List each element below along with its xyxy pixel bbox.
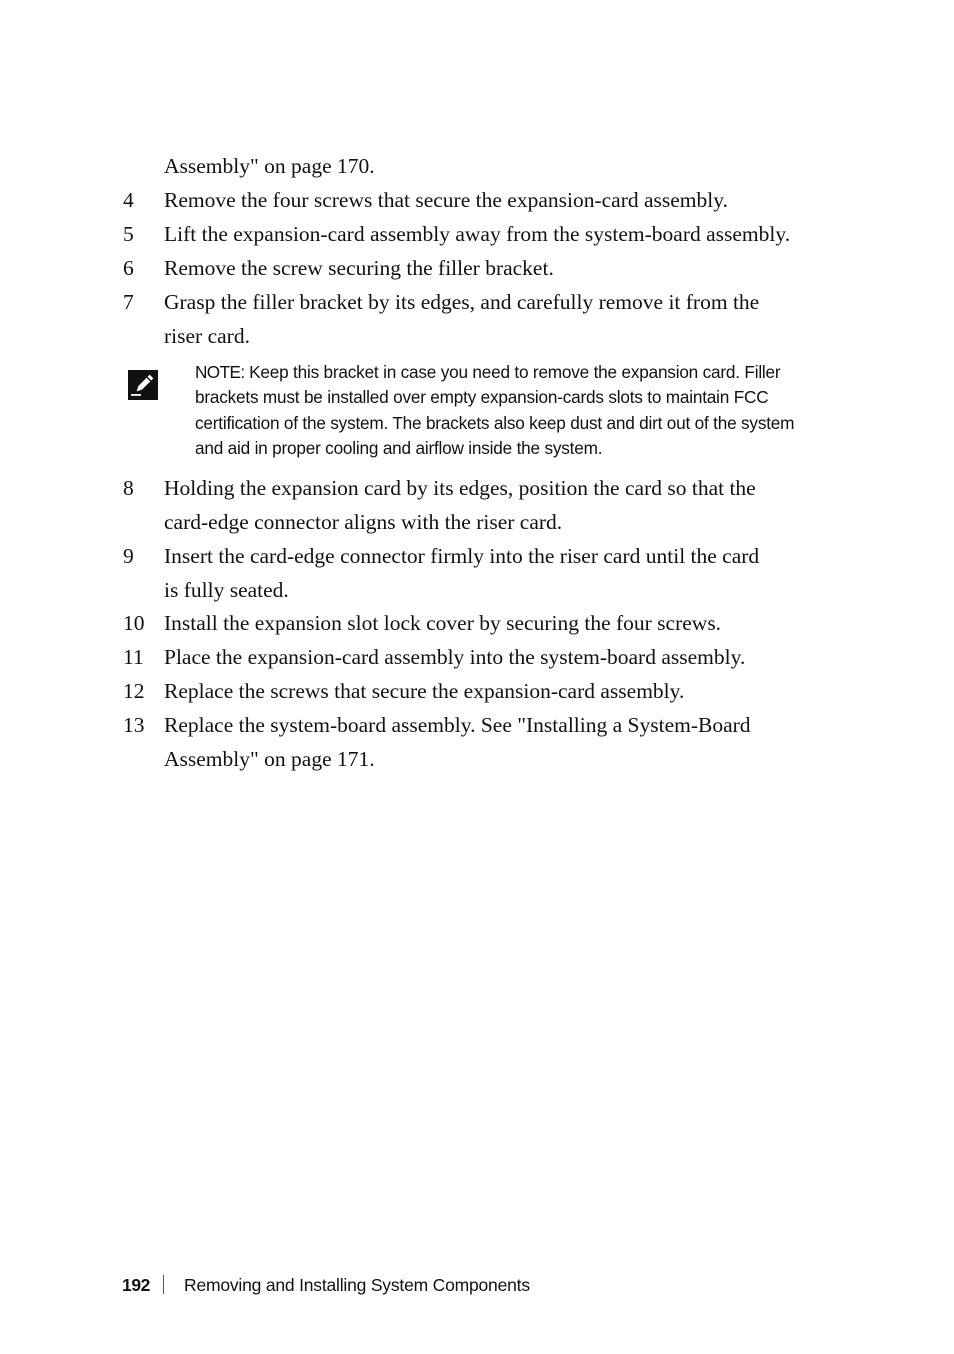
step-number: 13 (123, 713, 145, 737)
step-text (164, 217, 864, 251)
step-number: 12 (123, 679, 145, 703)
step-text-line: is fully seated. (164, 578, 289, 602)
step-text-line: Replace the system-board assembly. See "Installing a System-Board (164, 713, 751, 737)
pencil-note-icon (128, 370, 158, 400)
step-text (164, 674, 864, 708)
step-text (164, 285, 864, 353)
step-text-line: card-edge connector aligns with the riser card. (164, 510, 563, 534)
step-text (164, 471, 864, 539)
step-text-line: Remove the four screws that secure the expansion-card assembly. (164, 188, 728, 212)
note-line: and aid in proper cooling and airflow inside the system. (195, 437, 603, 458)
note-line: brackets must be installed over empty expansion-cards slots to maintain FCC (195, 387, 769, 408)
step-text-line: Place the expansion-card assembly into the system-board assembly. (164, 645, 746, 669)
step-text-line: Remove the screw securing the filler bracket. (164, 256, 554, 280)
step-text (164, 183, 864, 217)
footer-divider (163, 1275, 164, 1294)
step-number: 5 (123, 222, 134, 246)
step-text (164, 539, 864, 607)
step-number: 11 (123, 645, 144, 669)
note-text (195, 360, 867, 461)
step-text-line: Grasp the filler bracket by its edges, and carefully remove it from the (164, 290, 760, 314)
step-number: 9 (123, 544, 134, 568)
note-line: certification of the system. The brackets also keep dust and dirt out of the system (195, 412, 795, 433)
step-number: 10 (123, 611, 145, 635)
step-text-line: Assembly" on page 171. (164, 747, 375, 771)
step-number: 7 (123, 290, 134, 314)
step-text-line: Holding the expansion card by its edges, position the card so that the (164, 476, 756, 500)
page-footer (122, 1271, 530, 1299)
step-text-line: Replace the screws that secure the expansion-card assembly. (164, 679, 685, 703)
footer-section-title: Removing and Installing System Components (184, 1275, 530, 1295)
step-text-line: Install the expansion slot lock cover by securing the four screws. (164, 611, 722, 635)
step-text-line: Insert the card-edge connector firmly into the riser card until the card (164, 544, 760, 568)
note-line (195, 360, 867, 385)
step-text (164, 606, 864, 640)
step-number: 6 (123, 256, 134, 280)
note-label: NOTE: (195, 362, 245, 382)
step-number: 4 (123, 188, 134, 212)
step-text-line: Lift the expansion-card assembly away from the system-board assembly. (164, 222, 791, 246)
note-callout (128, 360, 868, 464)
step-number: 8 (123, 476, 134, 500)
continued-step-text: Assembly" on page 170. (164, 154, 375, 178)
step-text (164, 708, 864, 776)
step-text (164, 640, 864, 674)
page-number: 192 (122, 1275, 150, 1295)
note-line-text: Keep this bracket in case you need to remove the expansion card. Filler (244, 362, 781, 382)
step-text-line: riser card. (164, 324, 250, 348)
step-text (164, 251, 864, 285)
